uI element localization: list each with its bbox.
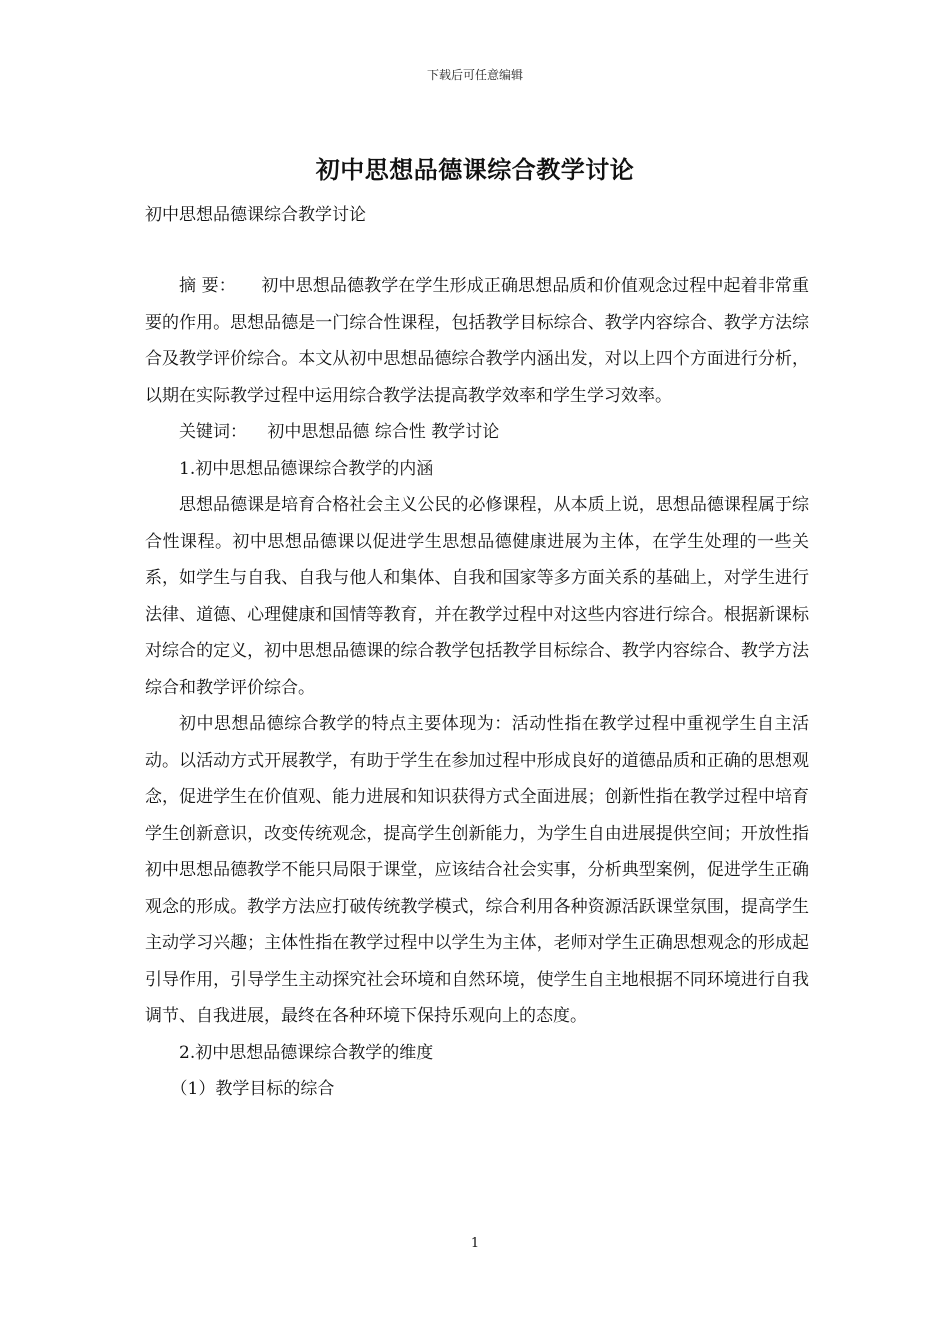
keywords-text: 初中思想品德 综合性 教学讨论: [267, 422, 500, 442]
abstract-text: 初中思想品德教学在学生形成正确思想品质和价值观念过程中起着非常重要的作用。思想品德是一门综合性课程，包括教学目标综合、教学内容综合、教学方法综合及教学评价综合。本文从初中思想品德综合教学内涵出发，对以上四个方面进行分析，以期在实际教学过程中运用综合教学法提高教学效率和学生学习效率。: [145, 276, 809, 406]
page-header: 下载后可任意编辑: [426, 68, 523, 82]
document-subtitle: 初中思想品德课综合教学讨论: [145, 205, 366, 225]
section-2-heading: 2.初中思想品德课综合教学的维度: [179, 1042, 434, 1063]
keywords-paragraph: [145, 414, 809, 451]
page-number: 1: [470, 1236, 480, 1251]
document-title: 初中思想品德课综合教学讨论: [315, 155, 635, 184]
body-paragraph-2: 初中思想品德综合教学的特点主要体现为：活动性指在教学过程中重视学生自主活动。以活动方式开展教学，有助于学生在参加过程中形成良好的道德品质和正确的思想观念，促进学生在价值观、能力进展和知识获得方式全面进展；创新性指在教学过程中培育学生创新意识，改变传统观念，提高学生创新能力，为学生自由进展提供空间；开放性指初中思想品德教学不能只局限于课堂，应该结合社会实事，分析典型案例，促进学生正确观念的形成。教学方法应打破传统教学模式，综合利用各种资源活跃课堂氛围，提高学生主动学习兴趣；主体性指在教学过程中以学生为主体，老师对学生正确思想观念的形成起引导作用，引导学生主动探究社会环境和自然环境，使学生自主地根据不同环境进行自我调节、自我进展，最终在各种环境下保持乐观向上的态度。: [145, 714, 809, 1026]
abstract-paragraph: [145, 268, 809, 414]
keywords-label: 关键词：: [179, 422, 247, 442]
abstract-label: 摘 要：: [179, 276, 236, 296]
section-1-heading: 1.初中思想品德课综合教学的内涵: [179, 458, 434, 479]
document-body: [145, 268, 809, 1108]
subsection-1-heading: （1）教学目标的综合: [170, 1079, 335, 1099]
body-paragraph-1: 思想品德课是培育合格社会主义公民的必修课程，从本质上说，思想品德课程属于综合性课程。初中思想品德课以促进学生思想品德健康进展为主体，在学生处理的一些关系，如学生与自我、自我与他人和集体、自我和国家等多方面关系的基础上，对学生进行法律、道德、心理健康和国情等教育，并在教学过程中对这些内容进行综合。根据新课标对综合的定义，初中思想品德课的综合教学包括教学目标综合、教学内容综合、教学方法综合和教学评价综合。: [145, 495, 809, 698]
